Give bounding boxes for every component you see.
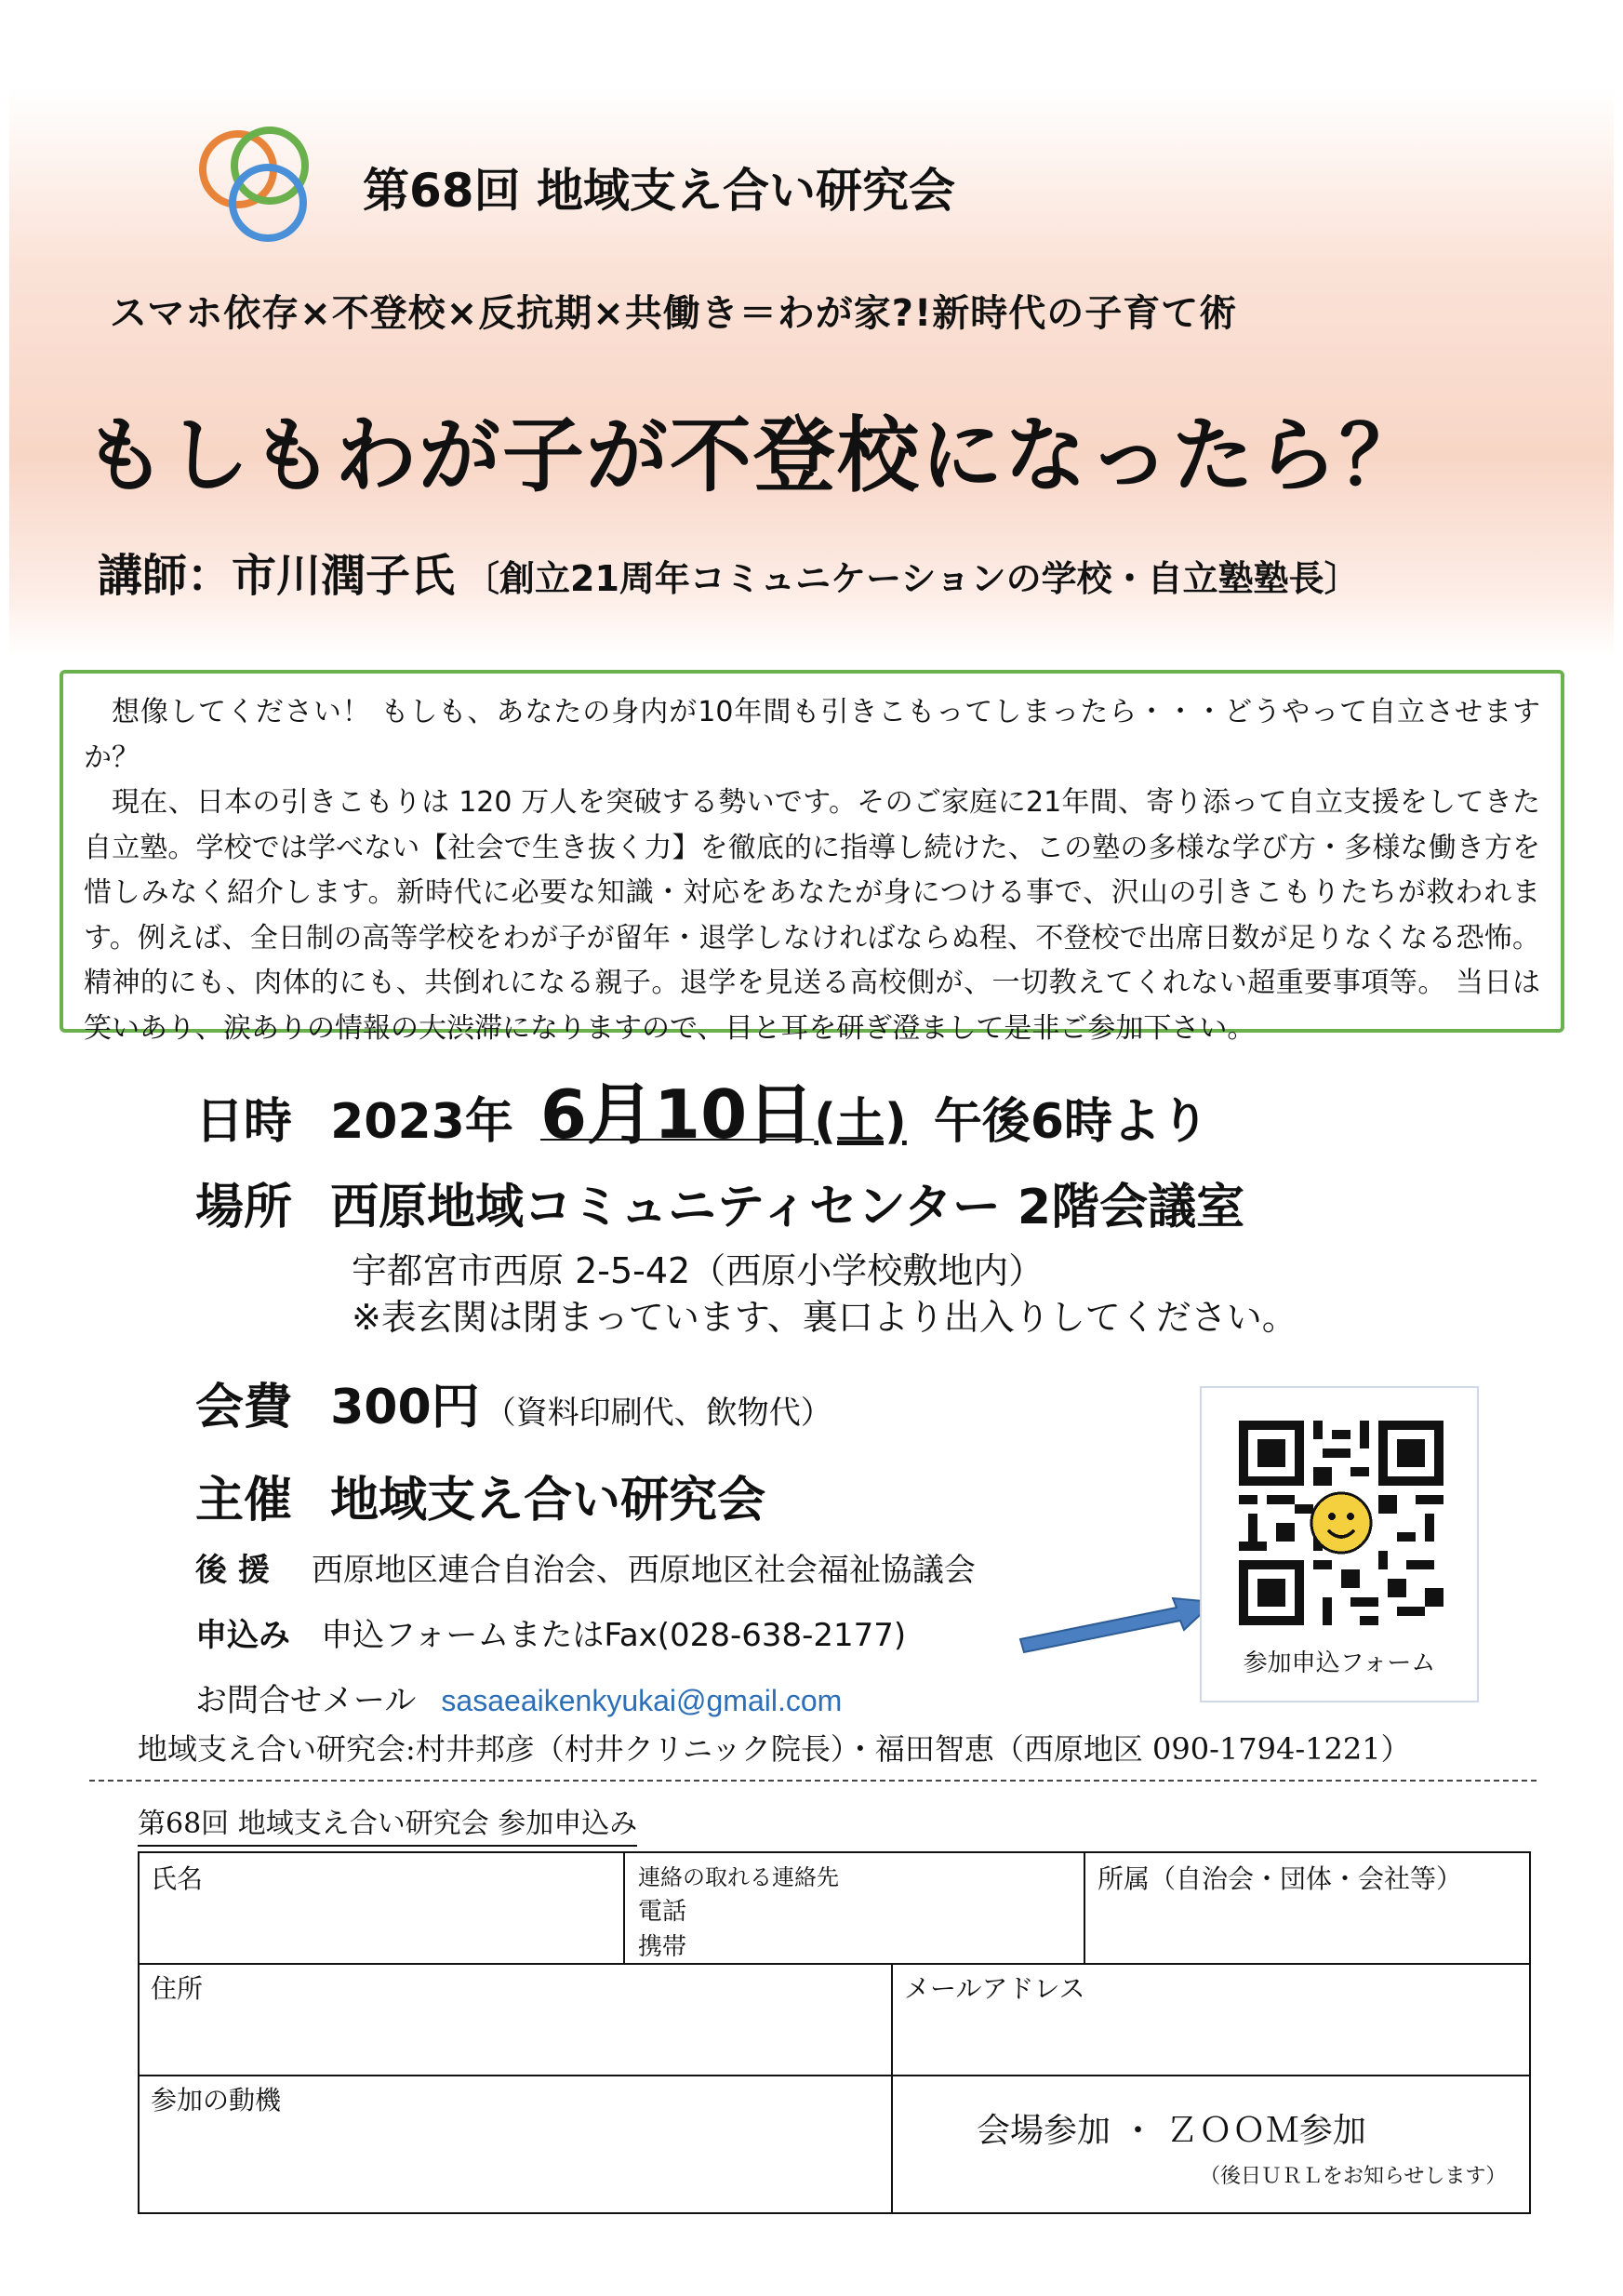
headline: もしもわが子が不登校になったら？ — [84, 407, 1424, 503]
fee-label: 会費 — [195, 1380, 293, 1435]
form-title: 第68回 地域支え合い研究会 参加申込み — [138, 1800, 637, 1847]
host-row — [195, 1461, 765, 1530]
date-row — [195, 1061, 1209, 1157]
contact-label: お問合せメール — [195, 1682, 417, 1719]
date-label: 日時 — [195, 1094, 293, 1150]
contact-email[interactable]: sasaeaikenkyukai@gmail.com — [441, 1684, 843, 1717]
intro-box — [60, 670, 1564, 1045]
qr-code-icon[interactable] — [1239, 1421, 1443, 1625]
lecturer-line — [98, 540, 1360, 604]
support-value: 西原地区連合自治会、西原地区社会福祉協議会 — [311, 1552, 976, 1589]
mobile-field[interactable]: 携帯 — [638, 1933, 687, 1961]
event-title: 第68回 地域支え合い研究会 — [363, 164, 955, 218]
date-day: (土) — [814, 1094, 907, 1150]
intro-paragraph-2: 現在、日本の引きこもりは 120 万人を突破する勢いです。そのご家庭に21年間、寄り添って自立支援をしてきた自立塾。学校では学べない【社会で生き抜く力】を徹底的に指導し続けた、この塾の多様な学び方・多様な働き方を惜しみなく紹介します。新時代に必要な知識・対応をあなたが身につける事で、沢山の引きこもりたちが救われます。例えば、全日制の高等学校をわが子が留年・退学しなければならぬ程、不登校で出席日数が足りなくなる恐怖。精神的にも、肉体的にも、共倒れになる親子。退学を見送る高校側が、一切教えてくれない超重要事項等。 当日は笑いあり、涙ありの情報の大渋滞になりますので、目と耳を研ぎ澄まして是非ご参加下さい。 — [84, 786, 1540, 1045]
motive-field[interactable]: 参加の動機 — [151, 2085, 282, 2116]
contact-row — [195, 1675, 842, 1720]
intro-paragraph-1: 想像してください！ もしも、あなたの身内が10年間も引きこもってしまったら・・・どうやって自立させますか？ — [84, 696, 1540, 774]
event-subtitle: スマホ依存×不登校×反抗期×共働き＝わが家?!新時代の子育て術 — [110, 292, 1238, 335]
form-row-divider-2 — [140, 2075, 1529, 2076]
form-col-divider-1 — [623, 1853, 625, 1963]
affiliation-field[interactable]: 所属（自治会・団体・会社等） — [1098, 1863, 1463, 1894]
date-year: 2023年 — [330, 1094, 513, 1150]
organizers-line: 地域支え合い研究会:村井邦彦（村井クリニック院長）・福田智恵（西原地区 090-1794-1221） — [138, 1731, 1411, 1767]
form-col-divider-3 — [891, 1963, 893, 2212]
fee-value: 300円 — [330, 1380, 480, 1435]
qr-code-box[interactable] — [1200, 1386, 1479, 1702]
host-label: 主催 — [195, 1473, 293, 1528]
cut-line — [89, 1780, 1537, 1782]
address: 宇都宮市西原 2-5-42（西原小学校敷地内） — [352, 1250, 1044, 1291]
attend-options[interactable]: 会場参加 ・ ＺＯＯＭ参加 — [977, 2112, 1366, 2150]
application-form — [138, 1851, 1531, 2214]
host-value: 地域支え合い研究会 — [330, 1473, 766, 1528]
email-field[interactable]: メールアドレス — [904, 1973, 1085, 2004]
address-note: ※表玄関は閉まっています、裏口より出入りしてください。 — [352, 1297, 1297, 1338]
lecturer-affiliation: 〔創立21周年コミュニケーションの学校・自立塾塾長〕 — [464, 558, 1360, 599]
phone-field[interactable]: 電話 — [638, 1898, 687, 1926]
place-row — [195, 1168, 1244, 1237]
date-main: 6月10日 — [539, 1075, 815, 1154]
contact-field-label: 連絡の取れる連絡先 — [638, 1864, 839, 1890]
apply-label: 申込み — [195, 1617, 290, 1654]
attend-note: （後日ＵＲＬをお知らせします） — [1200, 2165, 1507, 2188]
form-col-divider-2 — [1084, 1853, 1085, 1963]
fee-note: （資料印刷代、飲物代） — [484, 1395, 832, 1432]
lecturer-name: 講師：市川潤子氏 — [98, 550, 456, 602]
arrow-to-qr-icon — [1018, 1582, 1223, 1665]
place-label: 場所 — [195, 1180, 293, 1235]
apply-row — [195, 1609, 906, 1655]
name-field[interactable]: 氏名 — [151, 1863, 204, 1894]
logo-rings-icon — [193, 121, 333, 251]
apply-value: 申込フォームまたはFax(028-638-2177) — [321, 1617, 907, 1654]
place-value: 西原地域コミュニティセンター 2階会議室 — [330, 1180, 1245, 1235]
support-row — [195, 1544, 976, 1590]
date-time: 午後6時より — [933, 1094, 1210, 1150]
qr-label: 参加申込フォーム — [1243, 1649, 1436, 1677]
address-field[interactable]: 住所 — [151, 1973, 204, 2004]
support-label: 後 援 — [195, 1552, 270, 1589]
fee-row — [195, 1368, 832, 1437]
form-row-divider-1 — [140, 1963, 1529, 1965]
